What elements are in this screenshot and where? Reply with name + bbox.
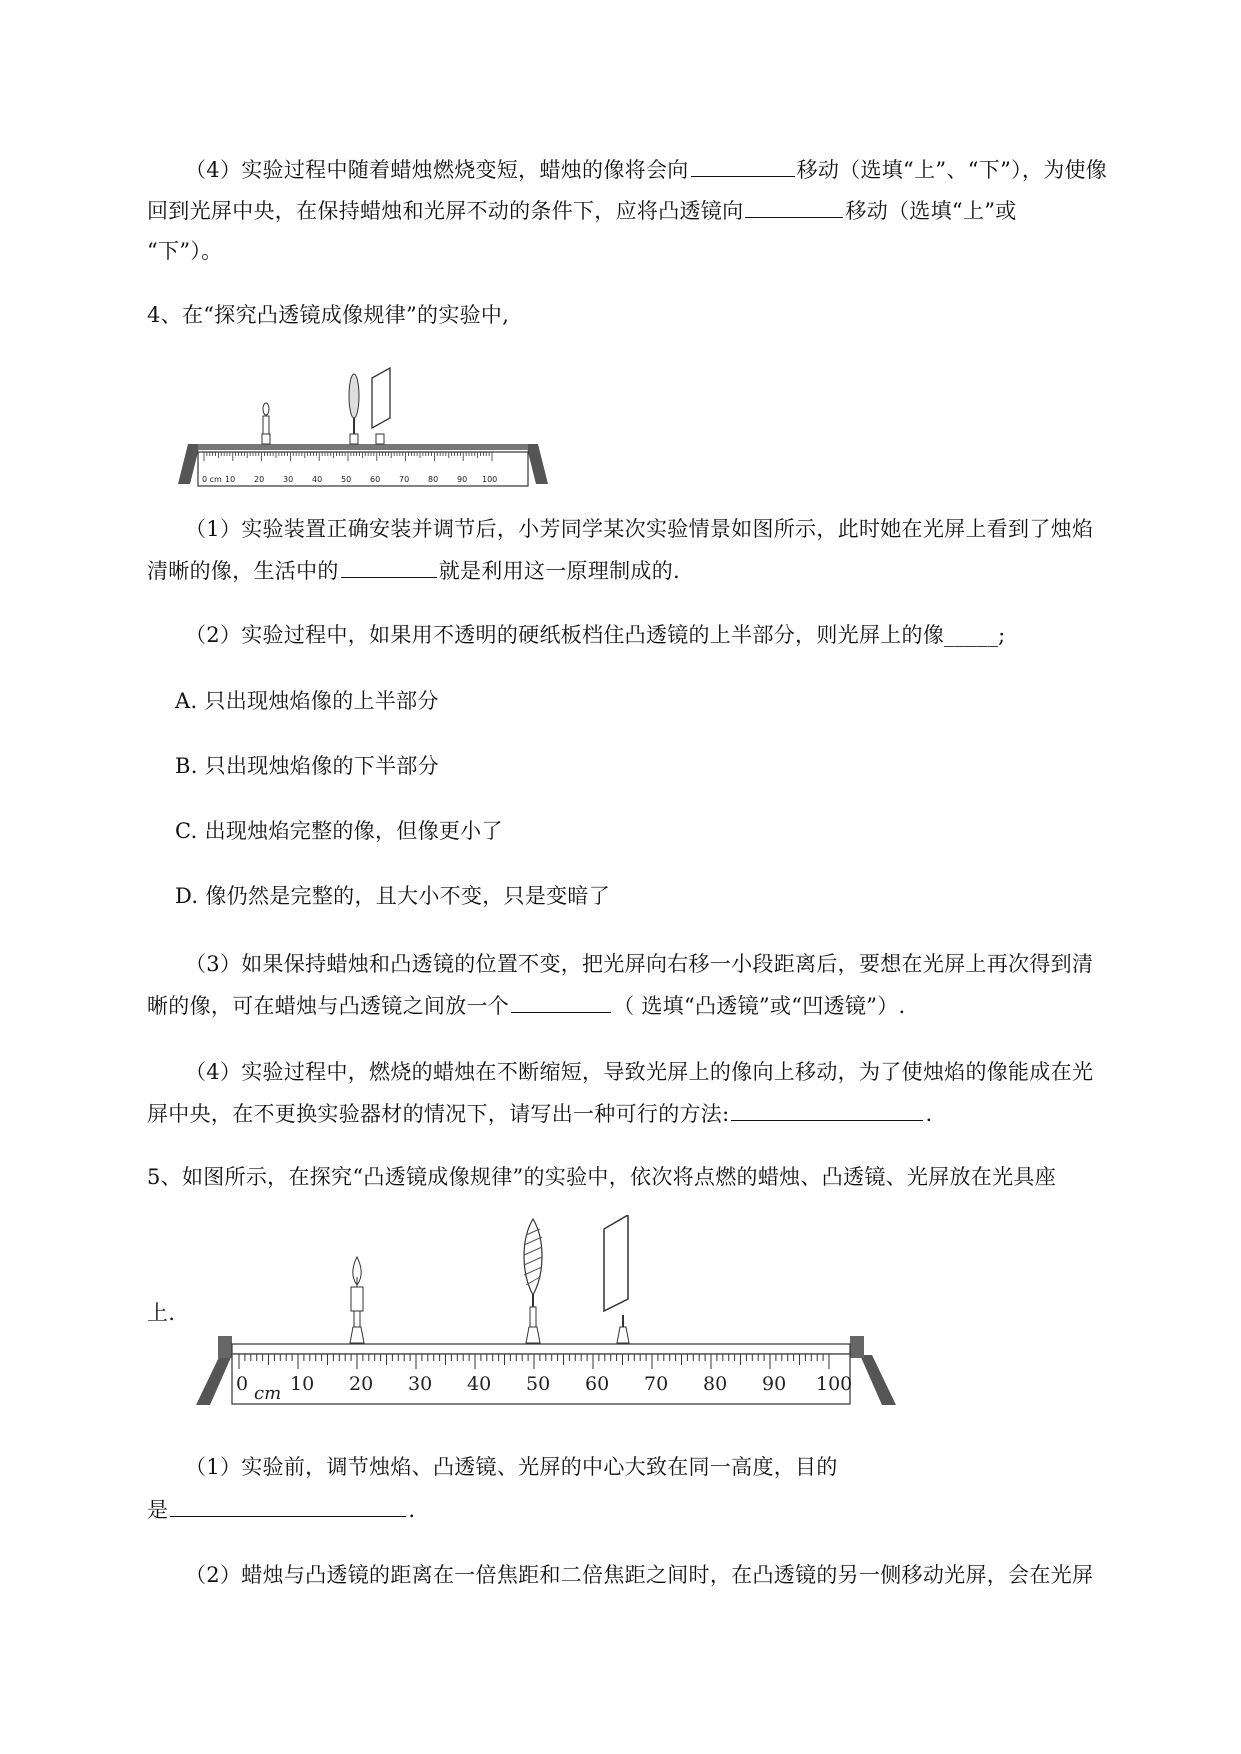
ruler-label: 100 — [816, 1373, 853, 1395]
answer-blank[interactable] — [341, 555, 437, 578]
text: 移动（选填“上”、“下”），为使像 — [796, 158, 1108, 182]
light-screen — [372, 368, 390, 444]
answer-blank[interactable] — [170, 1494, 406, 1517]
text: . — [925, 1102, 933, 1126]
q4-option-d[interactable]: D. 像仍然是完整的，且大小不变，只是变暗了 — [175, 884, 611, 908]
q5-sub2-line1: （2）蜡烛与凸透镜的距离在一倍焦距和二倍焦距之间时，在凸透镜的另一侧移动光屏，会在光屏 — [185, 1563, 1094, 1587]
ruler-label: 70 — [644, 1373, 669, 1395]
ruler-label: 80 — [703, 1373, 728, 1395]
ruler-label: 90 — [762, 1373, 787, 1395]
candle — [350, 1257, 364, 1343]
ruler-label: 10 — [225, 475, 236, 484]
convex-lens — [524, 1219, 542, 1343]
answer-blank[interactable] — [511, 990, 611, 1013]
q4-sub2: （2）实验过程中，如果用不透明的硬纸板档住凸透镜的上半部分，则光屏上的像_____; — [185, 623, 1006, 647]
text: 晰的像，可在蜡烛与凸透镜之间放一个 — [147, 994, 510, 1018]
answer-blank[interactable] — [745, 195, 843, 218]
q4-sub3-line2 — [147, 990, 906, 1021]
q4-sub1-line1: （1）实验装置正确安装并调节后，小芳同学某次实验情景如图所示，此时她在光屏上看到了烛焰 — [185, 517, 1094, 541]
text: 回到光屏中央，在保持蜡烛和光屏不动的条件下，应将凸透镜向 — [147, 199, 744, 223]
ruler-label: 80 — [428, 475, 439, 484]
ruler-label: 30 — [408, 1373, 433, 1395]
ruler-label: 0 cm — [202, 475, 222, 484]
optical-bench-figure-1 — [178, 366, 548, 491]
ruler-label: 30 — [283, 475, 294, 484]
answer-blank[interactable] — [691, 154, 795, 177]
ruler-label: 60 — [585, 1373, 610, 1395]
ruler-label: 50 — [341, 475, 352, 484]
ruler-label: 10 — [290, 1373, 315, 1395]
text: . — [408, 1498, 416, 1522]
ruler-label: 70 — [399, 475, 410, 484]
prev-q4-line2 — [147, 195, 1017, 226]
ruler-label: 100 — [482, 475, 498, 484]
bench-left-leg — [178, 444, 200, 484]
ruler-label: 90 — [457, 475, 468, 484]
q5-sub1-line1: （1）实验前，调节烛焰、凸透镜、光屏的中心大致在同一高度，目的 — [185, 1455, 838, 1479]
q5-title: 5、如图所示，在探究“凸透镜成像规律”的实验中，依次将点燃的蜡烛、凸透镜、光屏放在光具座 — [147, 1165, 1057, 1189]
q4-sub4-line1: （4）实验过程中，燃烧的蜡烛在不断缩短，导致光屏上的像向上移动，为了使烛焰的像能成在光 — [185, 1060, 1094, 1084]
ruler-label: 20 — [254, 475, 265, 484]
ruler-label-unit: cm — [254, 1383, 282, 1404]
bench-left-post — [218, 1336, 232, 1358]
text: 就是利用这一原理制成的. — [438, 559, 680, 583]
optical-bench-figure-2 — [196, 1215, 896, 1415]
text: 移动（选填“上”或 — [845, 199, 1017, 223]
bench-right-post — [850, 1336, 864, 1358]
q4-option-c[interactable]: C. 出现烛焰完整的像，但像更小了 — [175, 819, 503, 843]
text: 是 — [147, 1498, 169, 1522]
prev-q4-line3: “下”）。 — [147, 239, 223, 263]
bench-rail — [232, 1344, 850, 1354]
q4-option-a[interactable]: A. 只出现烛焰像的上半部分 — [175, 689, 439, 713]
q4-sub1-line2 — [147, 555, 680, 586]
bench-right-leg — [526, 444, 548, 484]
text: 屏中央，在不更换实验器材的情况下，请写出一种可行的方法: — [147, 1102, 730, 1126]
light-screen — [604, 1215, 629, 1343]
ruler-label: 40 — [312, 475, 323, 484]
ruler-label: 20 — [349, 1373, 374, 1395]
prev-q4-line1 — [185, 154, 1107, 185]
convex-lens — [349, 374, 359, 444]
q4-sub4-line2 — [147, 1098, 932, 1129]
text: 清晰的像，生活中的 — [147, 559, 339, 583]
ruler-label: 40 — [467, 1373, 492, 1395]
q4-sub3-line1: （3）如果保持蜡烛和凸透镜的位置不变，把光屏向右移一小段距离后，要想在光屏上再次得到清 — [185, 952, 1094, 976]
bench-rail — [198, 444, 528, 450]
candle — [262, 403, 270, 444]
text: （ 选填“凸透镜”或“凹透镜”）. — [613, 994, 906, 1018]
q4-option-b[interactable]: B. 只出现烛焰像的下半部分 — [175, 754, 439, 778]
ruler-label: 0 — [236, 1373, 249, 1395]
q5-sub1-line2 — [147, 1494, 415, 1525]
bench-left-leg — [196, 1355, 232, 1405]
answer-blank[interactable] — [731, 1098, 923, 1121]
text: （4）实验过程中随着蜡烛燃烧变短，蜡烛的像将会向 — [185, 158, 689, 182]
ruler-label: 60 — [370, 475, 381, 484]
q5-title-cont: 上. — [147, 1301, 176, 1325]
ruler-label: 50 — [526, 1373, 551, 1395]
q4-title: 4、在“探究凸透镜成像规律”的实验中, — [147, 303, 510, 327]
bench-right-leg — [860, 1355, 896, 1405]
